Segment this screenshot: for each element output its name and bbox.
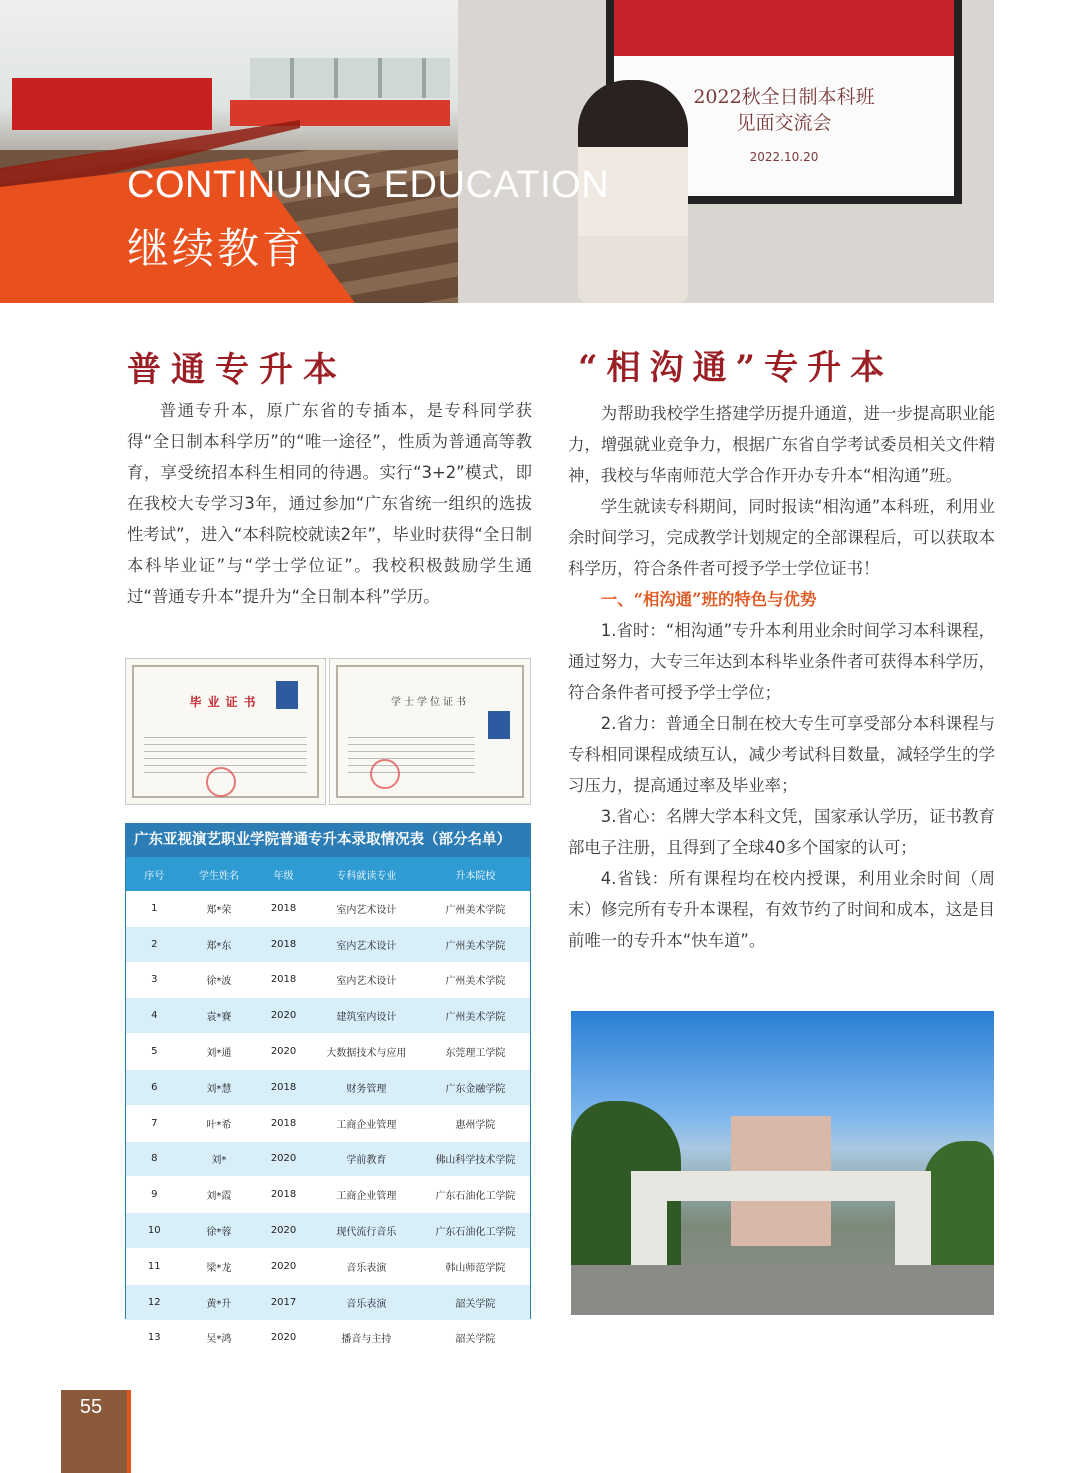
table-cell: 大数据技术与应用: [312, 1034, 421, 1070]
table-cell: 学前教育: [312, 1141, 421, 1177]
table-cell: 11: [126, 1248, 183, 1284]
right-body: [568, 398, 995, 956]
table-cell: 惠州学院: [421, 1105, 530, 1141]
certificate-text-lines: [348, 737, 475, 773]
table-header-row: [126, 857, 530, 891]
section-title-en: CONTINUING EDUCATION: [127, 164, 610, 206]
table-cell: 郑*荣: [183, 891, 256, 926]
table-cell: 10: [126, 1213, 183, 1249]
table-cell: 2017: [255, 1284, 312, 1320]
table-cell: 3: [126, 962, 183, 998]
table-cell: 2020: [255, 1034, 312, 1070]
table-cell: 郑*东: [183, 926, 256, 962]
certificate-seal: [370, 759, 400, 789]
table-cell: 刘*霞: [183, 1177, 256, 1213]
left-paragraph: 普通专升本，原广东省的专插本，是专科同学获得“全日制本科学历”的“唯一途径”，性质为普通高等教育，享受统招本科生相同的待遇。实行“3+2”模式，即在我校大专学习3年，通过参加“广东省统一组织的选拔性考试”，进入“本科院校就读2年”，毕业时获得“全日制本科毕业证”与“学士学位证”。我校积极鼓励学生通过“普通专升本”提升为“全日制本科”学历。: [127, 401, 532, 606]
table-cell: 5: [126, 1034, 183, 1070]
right-paragraph-2: 学生就读专科期间，同时报读“相沟通”本科班，利用业余时间学习，完成教学计划规定的全部课程后，可以获取本科学历，符合条件者可授予学士学位证书！: [568, 497, 995, 578]
table-row: [126, 891, 530, 926]
table-cell: 黄*升: [183, 1284, 256, 1320]
table-cell: 广州美术学院: [421, 998, 530, 1034]
table-cell: 袁*賽: [183, 998, 256, 1034]
table-row: [126, 926, 530, 962]
header-cell: 年级: [255, 857, 312, 891]
feature-item-effort: 2.省力：普通全日制在校大专生可享受部分本科课程与专科相同课程成绩互认，减少考试科目数量，减轻学生的学习压力，提高通过率及毕业率；: [568, 714, 995, 795]
left-body: [127, 395, 532, 612]
features-subheading: 一、“相沟通”班的特色与优势: [600, 590, 817, 609]
table-cell: 2018: [255, 891, 312, 926]
header-cell: 升本院校: [421, 857, 530, 891]
table-cell: 12: [126, 1284, 183, 1320]
table-row: [126, 1248, 530, 1284]
table-row: [126, 1177, 530, 1213]
table-cell: 佛山科学技术学院: [421, 1141, 530, 1177]
feature-item-time: 1.省时：“相沟通”专升本利用业余时间学习本科课程，通过努力，大专三年达到本科毕业条件者可获得本科学历，符合条件者可授予学士学位；: [568, 621, 995, 702]
table-row: [126, 1284, 530, 1320]
table-cell: 韶关学院: [421, 1284, 530, 1320]
feature-item-peace: 3.省心：名牌大学本科文凭，国家承认学历，证书教育部电子注册，且得到了全球40多个国家的认可；: [568, 807, 995, 857]
table-cell: 财务管理: [312, 1069, 421, 1105]
certificate-photo: [488, 711, 510, 739]
table-cell: 韩山师范学院: [421, 1248, 530, 1284]
campus-road: [571, 1265, 994, 1315]
screen-header-bar: [614, 0, 954, 56]
table-cell: 刘*通: [183, 1034, 256, 1070]
table-row: [126, 1213, 530, 1249]
table-cell: 韶关学院: [421, 1320, 530, 1356]
table-cell: 工商企业管理: [312, 1177, 421, 1213]
table-cell: 2018: [255, 962, 312, 998]
table-cell: 6: [126, 1069, 183, 1105]
table-cell: 徐*波: [183, 962, 256, 998]
classroom-wall-board: [12, 78, 212, 130]
table-cell: 室内艺术设计: [312, 962, 421, 998]
classroom-windows: [250, 58, 450, 98]
table-cell: 东莞理工学院: [421, 1034, 530, 1070]
right-heading: “相沟通”专升本: [578, 348, 894, 388]
table-cell: 13: [126, 1320, 183, 1356]
feature-item-money: 4.省钱：所有课程均在校内授课，利用业余时间（周末）修完所有专升本课程，有效节约了时间和成本，这是目前唯一的专升本“快车道”。: [568, 869, 995, 950]
admission-table-grid: [126, 857, 530, 1356]
table-cell: 8: [126, 1141, 183, 1177]
screen-title-line2: 见面交流会: [736, 112, 832, 134]
classroom-banner: [230, 100, 450, 126]
table-cell: 2018: [255, 1105, 312, 1141]
table-cell: 吴*鸿: [183, 1320, 256, 1356]
table-cell: 2020: [255, 1141, 312, 1177]
presenter-photo: [458, 0, 994, 303]
admission-table: [125, 823, 531, 1346]
table-row: [126, 1320, 530, 1356]
table-cell: 2018: [255, 1177, 312, 1213]
table-cell: 刘*慧: [183, 1069, 256, 1105]
table-cell: 2020: [255, 1248, 312, 1284]
table-cell: 梁*龙: [183, 1248, 256, 1284]
right-paragraph-1: 为帮助我校学生搭建学历提升通道，进一步提高职业能力，增强就业竞争力，根据广东省自学考试委员相关文件精神，我校与华南师范大学合作开办专升本“相沟通”班。: [568, 404, 995, 485]
table-cell: 刘*: [183, 1141, 256, 1177]
table-cell: 7: [126, 1105, 183, 1141]
header-cell: 专科就读专业: [312, 857, 421, 891]
certificate-seal: [206, 767, 236, 797]
table-cell: 建筑室内设计: [312, 998, 421, 1034]
table-cell: 现代流行音乐: [312, 1213, 421, 1249]
table-cell: 2020: [255, 1213, 312, 1249]
table-cell: 室内艺术设计: [312, 891, 421, 926]
table-row: [126, 1069, 530, 1105]
campus-trees-right: [924, 1141, 994, 1281]
table-cell: 2020: [255, 1320, 312, 1356]
table-row: [126, 1034, 530, 1070]
table-row: [126, 998, 530, 1034]
header-cell: 序号: [126, 857, 183, 891]
table-cell: 广东金融学院: [421, 1069, 530, 1105]
screen-date: 2022.10.20: [749, 150, 819, 164]
degree-certificate-image: [329, 658, 531, 805]
section-title-zh: 继续教育: [127, 224, 308, 273]
table-cell: 工商企业管理: [312, 1105, 421, 1141]
table-cell: 2: [126, 926, 183, 962]
table-cell: 叶*希: [183, 1105, 256, 1141]
table-cell: 1: [126, 891, 183, 926]
certificate-photo: [276, 681, 298, 709]
table-row: [126, 1105, 530, 1141]
table-row: [126, 962, 530, 998]
admission-table-title: 广东亚视演艺职业学院普通专升本录取情况表（部分名单）: [126, 824, 530, 857]
table-cell: 广东石油化工学院: [421, 1213, 530, 1249]
table-cell: 室内艺术设计: [312, 926, 421, 962]
table-cell: 9: [126, 1177, 183, 1213]
page-number-accent: [127, 1390, 131, 1473]
table-cell: 广州美术学院: [421, 891, 530, 926]
table-row: [126, 1141, 530, 1177]
degree-certificate-title: 学士学位证书: [391, 697, 469, 708]
table-cell: 2018: [255, 926, 312, 962]
graduation-certificate-image: [125, 658, 326, 805]
screen-title-line1: 2022秋全日制本科班: [693, 86, 875, 108]
university-gate-photo: [571, 1011, 994, 1315]
page-number: 55: [79, 1396, 103, 1418]
table-cell: 4: [126, 998, 183, 1034]
graduation-certificate-title: 毕业证书: [189, 695, 262, 709]
table-cell: 音乐表演: [312, 1284, 421, 1320]
table-cell: 播音与主持: [312, 1320, 421, 1356]
left-heading: 普通专升本: [127, 350, 347, 390]
table-cell: 音乐表演: [312, 1248, 421, 1284]
table-cell: 徐*蓉: [183, 1213, 256, 1249]
table-cell: 广州美术学院: [421, 962, 530, 998]
header-cell: 学生姓名: [183, 857, 256, 891]
table-cell: 2020: [255, 998, 312, 1034]
table-cell: 广州美术学院: [421, 926, 530, 962]
table-cell: 广东石油化工学院: [421, 1177, 530, 1213]
table-cell: 2018: [255, 1069, 312, 1105]
